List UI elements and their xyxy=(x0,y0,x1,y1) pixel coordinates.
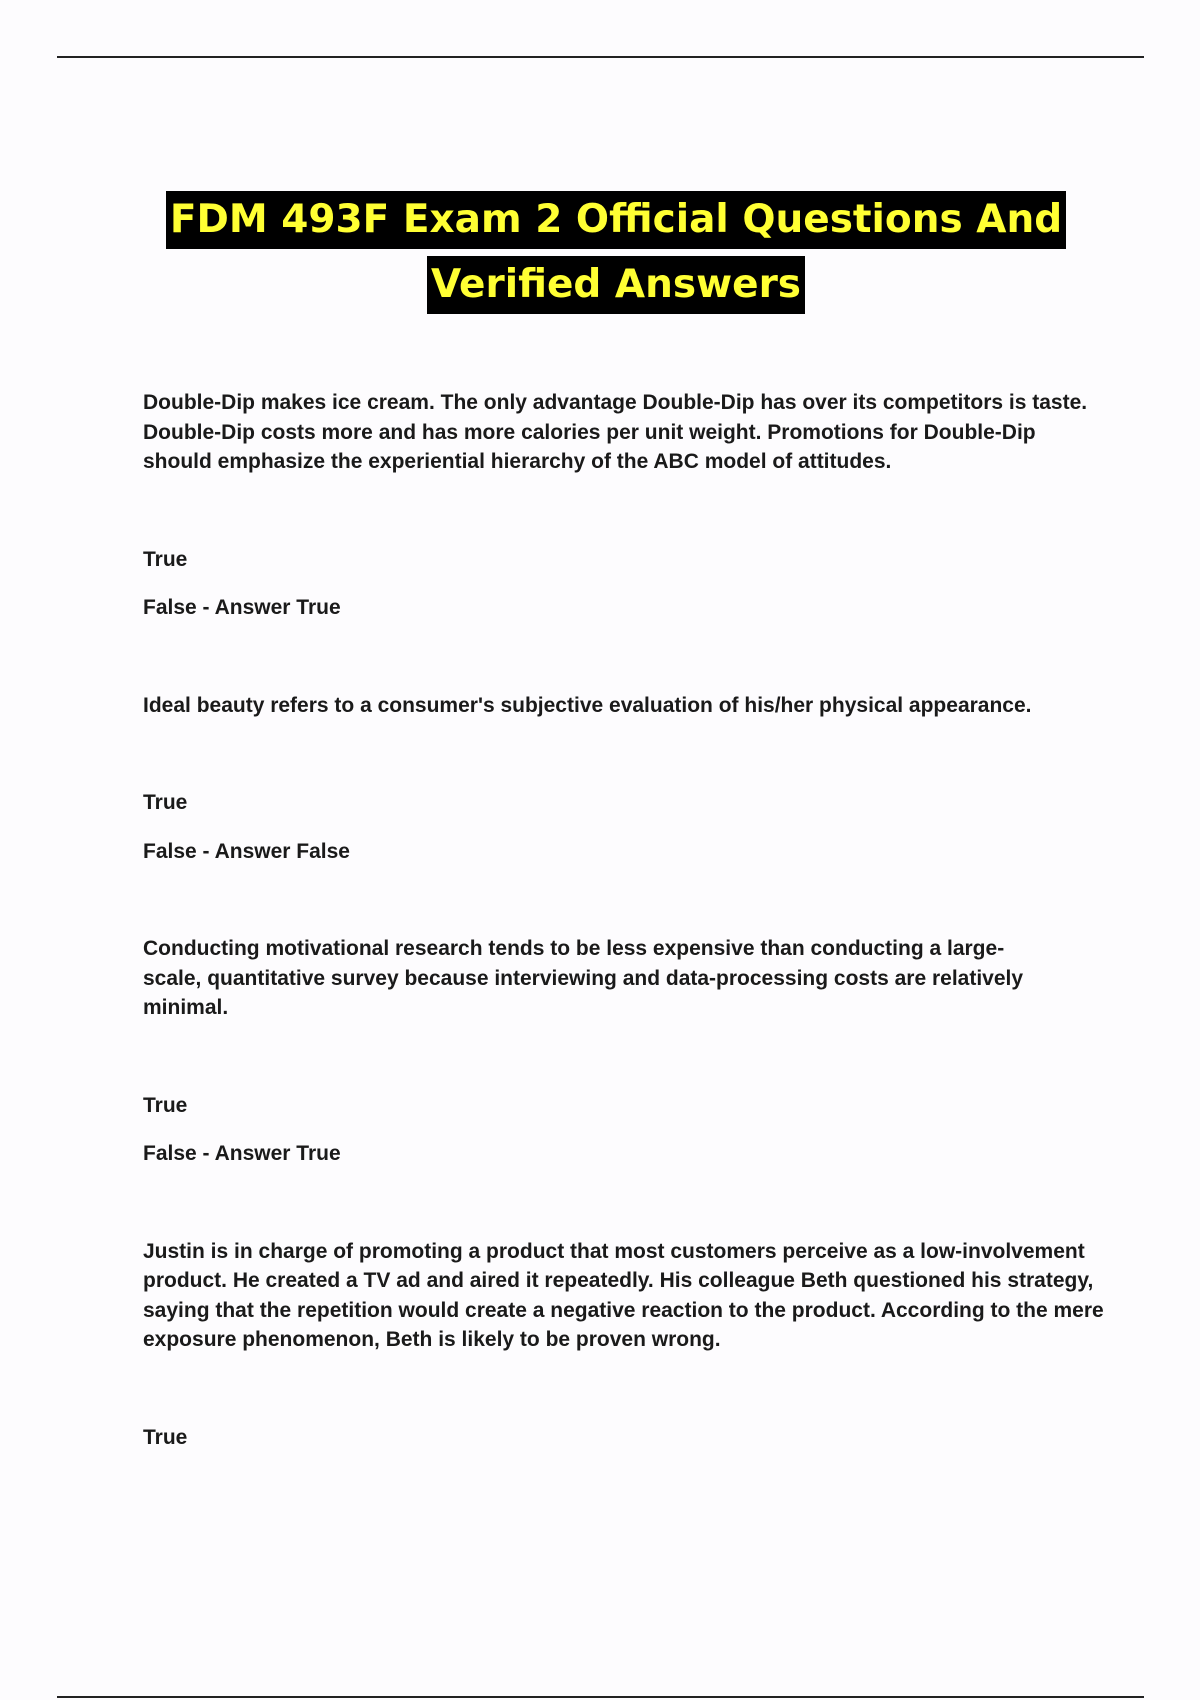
document-title xyxy=(0,191,1200,314)
title-line-1: FDM 493F Exam 2 Official Questions And xyxy=(166,191,1066,249)
question-text: Ideal beauty refers to a consumer's subjective evaluation of his/her physical appearance. xyxy=(143,693,1032,717)
option-true: True xyxy=(143,1093,188,1117)
question-text: Double-Dip makes ice cream. The only advantage Double-Dip has over its competitors is taste. Double-Dip costs more and has more calories per unit weight. Promotions for Double-Dip should emphasize the experiential hierarchy of the ABC model of attitudes. xyxy=(143,391,1088,473)
bottom-rule xyxy=(57,1696,1144,1698)
question-block-2 xyxy=(143,691,1113,867)
question-block-1 xyxy=(143,388,1113,623)
option-false-answer: False - Answer True xyxy=(143,596,341,619)
top-rule xyxy=(57,56,1144,58)
option-true: True xyxy=(143,547,188,571)
option-true: True xyxy=(143,791,188,814)
question-text: Justin is in charge of promoting a product that most customers perceive as a low-involvement product. He created a TV ad and aired it repeatedly. His colleague Beth questioned his strategy, saying that the repetition would create a negative reaction to the product. According to the mere exposure phenomenon, Beth is likely to be proven wrong. xyxy=(143,1239,1104,1351)
option-false-answer: False - Answer True xyxy=(143,1142,341,1165)
questions-list xyxy=(143,388,1113,1452)
option-false-answer: False - Answer False xyxy=(143,839,350,863)
question-block-3 xyxy=(143,934,1113,1169)
question-text: Conducting motivational research tends to be less expensive than conducting a large-scale, quantitative survey because interviewing and data-processing costs are relatively minimal. xyxy=(143,937,1024,1019)
title-line-2: Verified Answers xyxy=(427,256,805,314)
option-true: True xyxy=(143,1425,188,1449)
question-block-4 xyxy=(143,1237,1113,1453)
